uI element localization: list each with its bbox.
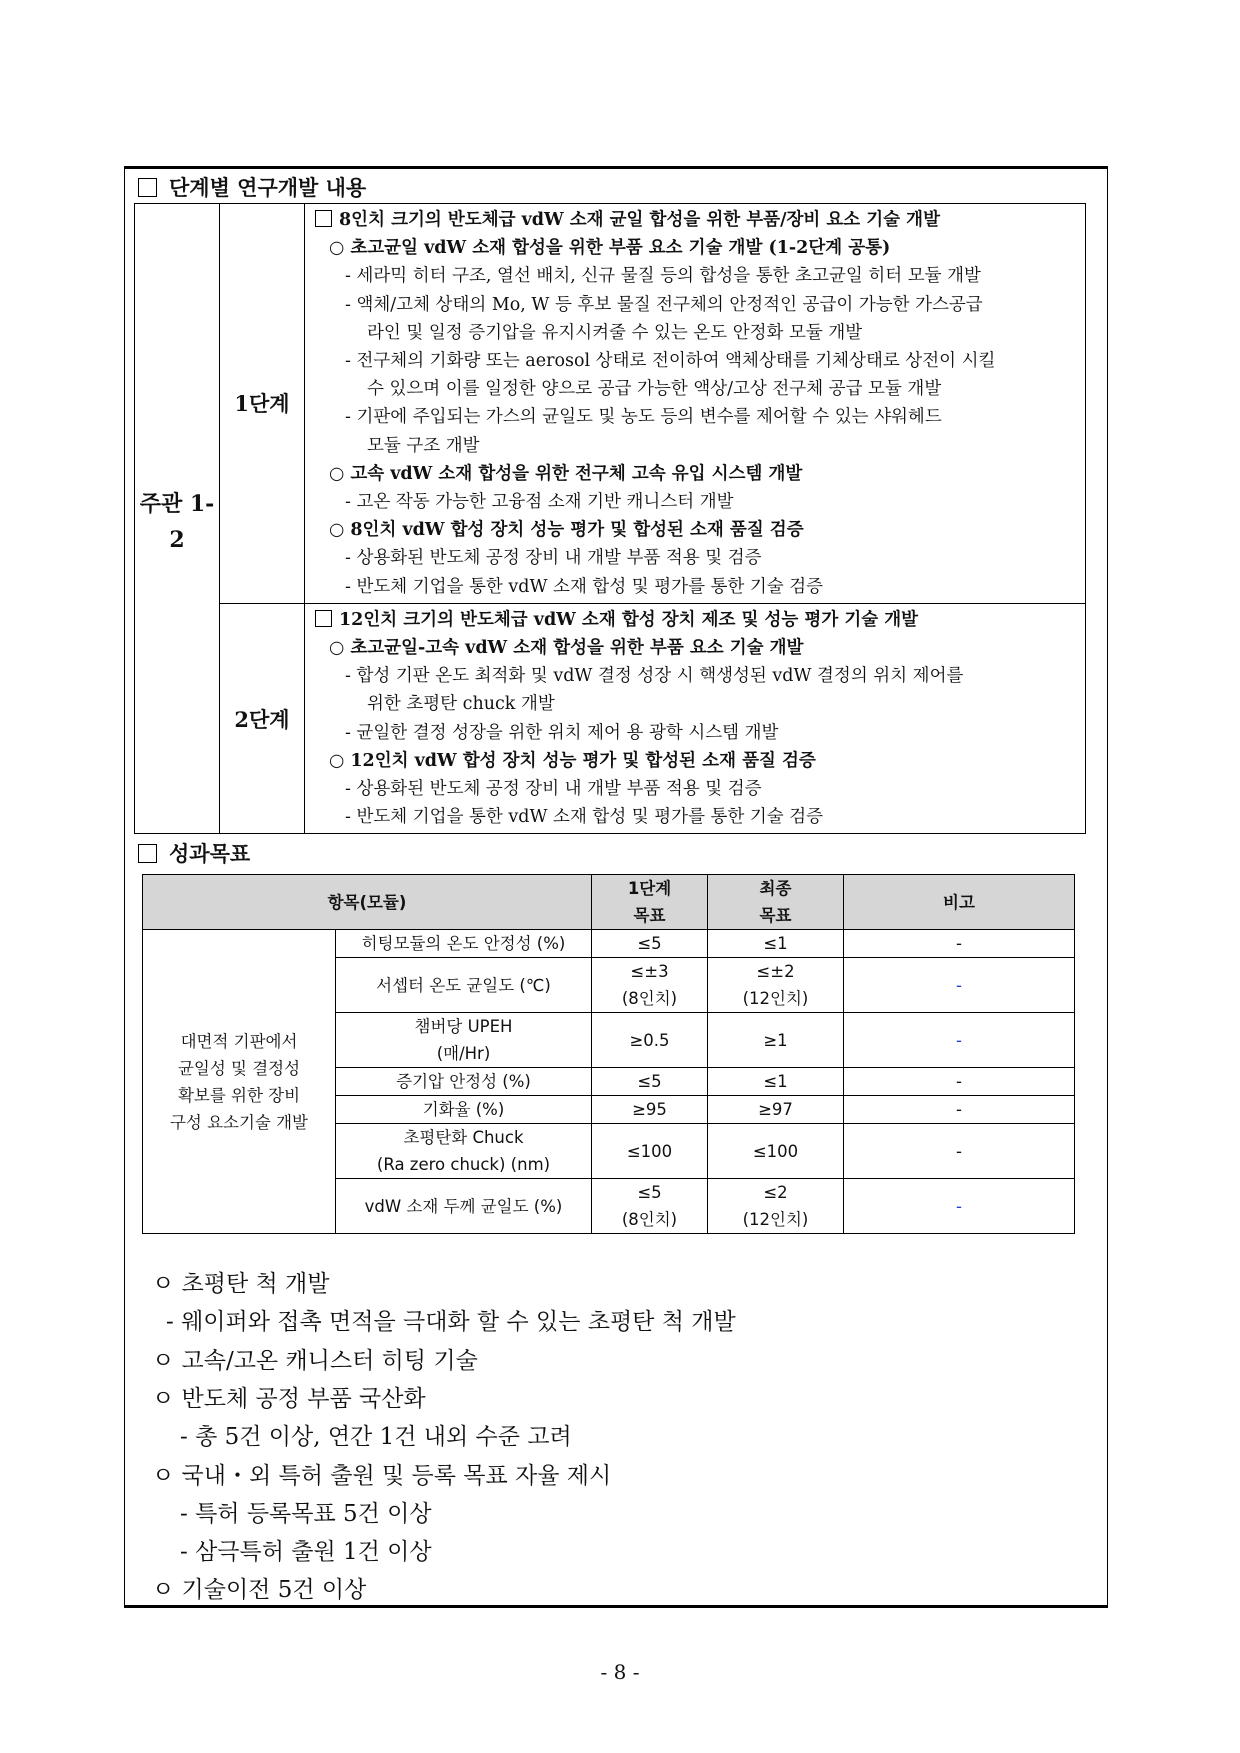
cell-item: 초평탄화 Chuck (Ra zero chuck) (nm)	[336, 1124, 592, 1179]
cell-note: -	[844, 1013, 1075, 1068]
cell-final: ≤1	[708, 1068, 844, 1096]
cell-s1: ≥95	[592, 1096, 708, 1124]
bullet-item: - 삼극특허 출원 1건 이상	[180, 1539, 432, 1566]
content-line: 위한 초평탄 chuck 개발	[367, 694, 555, 715]
bullet-item: - 웨이퍼와 접촉 면적을 극대화 할 수 있는 초평탄 척 개발	[166, 1309, 736, 1336]
content-line: - 기판에 주입되는 가스의 균일도 및 농도 등의 변수를 제어할 수 있는 샤워헤드	[345, 407, 942, 428]
bullet-item: - 총 5건 이상, 연간 1건 내외 수준 고려	[180, 1424, 572, 1451]
content-line: ○ 12인치 vdW 합성 장치 성능 평가 및 합성된 소재 품질 검증	[329, 750, 816, 771]
bullet-item: ㅇ 초평탄 척 개발	[152, 1271, 330, 1297]
cell-final: ≤1	[708, 930, 844, 958]
stage1-detail	[305, 204, 1086, 604]
checkbox-icon	[315, 610, 332, 627]
content-line: ○ 초고균일 vdW 소재 합성을 위한 부품 요소 기술 개발 (1-2단계 공통)	[329, 238, 891, 259]
cell-note: -	[844, 958, 1075, 1013]
content-line: - 전구체의 기화량 또는 aerosol 상태로 전이하여 액체상태를 기체상태로 상전이 시킬	[345, 351, 996, 372]
cell-final: ≤±2 (12인치)	[708, 958, 844, 1013]
content-line: - 합성 기판 온도 최적화 및 vdW 결정 성장 시 핵생성된 vdW 결정의 위치 제어를	[345, 666, 964, 687]
content-line: - 균일한 결정 성장을 위한 위치 제어 용 광학 시스템 개발	[345, 722, 779, 743]
header-row	[143, 875, 1075, 930]
page-number: - 8 -	[600, 1660, 640, 1684]
cell-note: -	[844, 1179, 1075, 1234]
org-cell	[135, 204, 220, 834]
bullet-item: ㅇ 반도체 공정 부품 국산화	[152, 1385, 426, 1412]
header-item: 항목(모듈)	[143, 875, 592, 930]
bullet-item: - 특허 등록목표 5건 이상	[180, 1500, 432, 1527]
stage1-cell: 1단계	[220, 204, 305, 604]
header-stage1: 1단계 목표	[592, 875, 708, 930]
table-row	[135, 204, 1086, 604]
cell-final: ≤100	[708, 1124, 844, 1179]
content-line: - 반도체 기업을 통한 vdW 소재 합성 및 평가를 통한 기술 검증	[345, 807, 824, 828]
bullet-item: ㅇ 기술이전 5건 이상	[152, 1577, 367, 1604]
cell-s1: ≤±3 (8인치)	[592, 958, 708, 1013]
content-line: 12인치 크기의 반도체급 vdW 소재 합성 장치 제조 및 성능 평가 기술 개발	[315, 606, 1077, 634]
stage2-cell: 2단계	[220, 603, 305, 834]
cell-s1: ≤5 (8인치)	[592, 1179, 708, 1234]
section-title-targets: 성과목표	[138, 838, 250, 868]
content-line: - 상용화된 반도체 공정 장비 내 개발 부품 적용 및 검증	[345, 548, 762, 569]
content-table	[134, 203, 1086, 834]
content-line: 수 있으며 이를 일정한 양으로 공급 가능한 액상/고상 전구체 공급 모듈 개발	[367, 379, 942, 400]
cell-item: 챔버당 UPEH (매/Hr)	[336, 1013, 592, 1068]
cell-s1: ≤100	[592, 1124, 708, 1179]
bullet-item: ㅇ 고속/고온 캐니스터 히팅 기술	[152, 1347, 478, 1374]
content-line: - 세라믹 히터 구조, 열선 배치, 신규 물질 등의 합성을 통한 초고균일 히터 모듈 개발	[345, 266, 981, 287]
cell-note: -	[844, 930, 1075, 958]
checkbox-icon	[138, 178, 157, 197]
content-line: - 고온 작동 가능한 고융점 소재 기반 캐니스터 개발	[345, 492, 734, 513]
cell-note: -	[844, 1068, 1075, 1096]
header-note: 비고	[844, 875, 1075, 930]
cell-item: 서셉터 온도 균일도 (℃)	[336, 958, 592, 1013]
content-line: ○ 고속 vdW 소재 합성을 위한 전구체 고속 유입 시스템 개발	[329, 463, 803, 484]
header-final: 최종 목표	[708, 875, 844, 930]
cell-final: ≥97	[708, 1096, 844, 1124]
cell-final: ≤2 (12인치)	[708, 1179, 844, 1234]
checkbox-icon	[138, 844, 157, 863]
content-line: - 상용화된 반도체 공정 장비 내 개발 부품 적용 및 검증	[345, 779, 762, 800]
content-line: - 액체/고체 상태의 Mo, W 등 후보 물질 전구체의 안정적인 공급이 가능한 가스공급	[345, 294, 983, 315]
cell-s1: ≥0.5	[592, 1013, 708, 1068]
org-label: 주관 1-2	[139, 490, 215, 553]
cell-item: 기화율 (%)	[336, 1096, 592, 1124]
cell-item: 히팅모듈의 온도 안정성 (%)	[336, 930, 592, 958]
table-row	[143, 930, 1075, 958]
content-line: - 반도체 기업을 통한 vdW 소재 합성 및 평가를 통한 기술 검증	[345, 576, 824, 597]
cell-s1: ≤5	[592, 930, 708, 958]
content-line: ○ 초고균일-고속 vdW 소재 합성을 위한 부품 요소 기술 개발	[329, 638, 804, 659]
cell-item: 증기압 안정성 (%)	[336, 1068, 592, 1096]
cell-final: ≥1	[708, 1013, 844, 1068]
section-title-content: 단계별 연구개발 내용	[138, 172, 366, 202]
cell-s1: ≤5	[592, 1068, 708, 1096]
target-table	[142, 874, 1075, 1234]
content-line: 모듈 구조 개발	[367, 435, 480, 456]
bullet-item: ㅇ 국내・외 특허 출원 및 등록 목표 자율 제시	[152, 1462, 612, 1489]
cell-item: vdW 소재 두께 균일도 (%)	[336, 1179, 592, 1234]
content-line: ○ 8인치 vdW 합성 장치 성능 평가 및 합성된 소재 품질 검증	[329, 520, 804, 541]
stage2-detail	[305, 603, 1086, 834]
content-line: 라인 및 일정 증기압을 유지시켜줄 수 있는 온도 안정화 모듈 개발	[367, 322, 863, 343]
table-row	[135, 603, 1086, 834]
cell-note: -	[844, 1096, 1075, 1124]
group-cell: 대면적 기판에서 균일성 및 결정성 확보를 위한 장비 구성 요소기술 개발	[143, 930, 336, 1234]
cell-note: -	[844, 1124, 1075, 1179]
checkbox-icon	[315, 210, 332, 227]
content-line: 8인치 크기의 반도체급 vdW 소재 균일 합성을 위한 부품/장비 요소 기술 개발	[315, 206, 1077, 234]
